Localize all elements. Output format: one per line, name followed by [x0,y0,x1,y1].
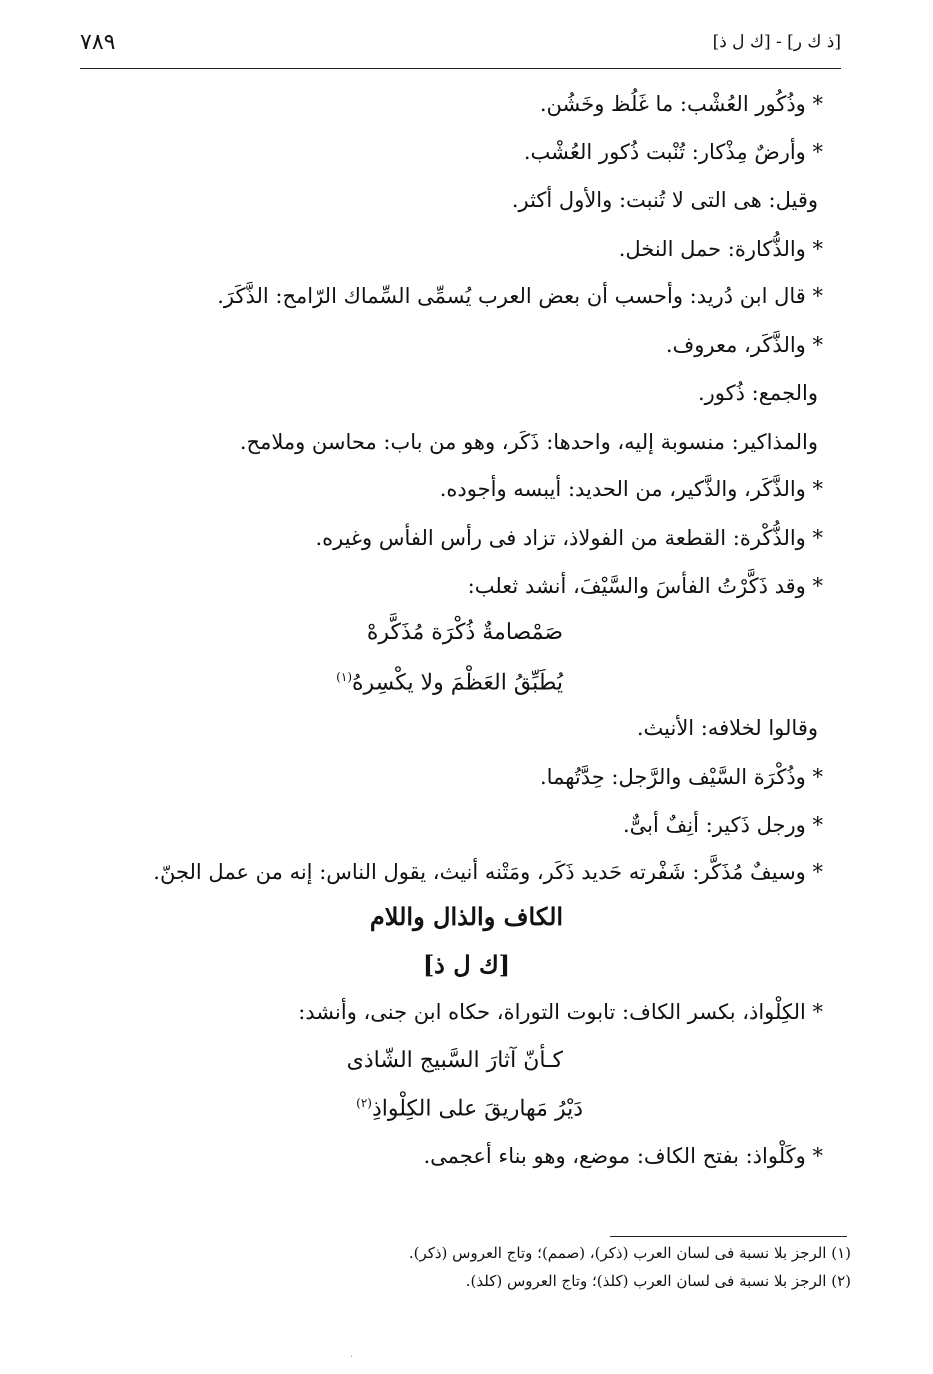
text-line: * ورجل ذَكير: أنِفٌ أبىٌّ. [623,813,823,837]
text-line: * قال ابن دُريد: وأحسب أن بعض العرب يُسمِّى السِّماك الرّامح: الذَّكَرَ. [217,284,823,308]
header-divider [80,68,841,69]
text-line: * وكَلْواذ: بفتح الكاف: موضع، وهو بناء أعجمى. [423,1144,823,1168]
footnote: (١) الرجز بلا نسبة فى لسان العرب (ذكر)، (صمم)؛ وتاج العروس (ذكر). [408,1244,851,1262]
text-line: * وقد ذَكَّرْتُ الفأسَ والسَّيْفَ، أنشد ثعلب: [467,574,823,598]
footnote: (٢) الرجز بلا نسبة فى لسان العرب (كلذ)؛ وتاج العروس (كلذ). [465,1272,851,1290]
footnote-divider [610,1236,847,1237]
text-line: والجمع: ذُكور. [697,381,818,405]
verse-line: صَمْصامةٌ ذُكْرَة مُذَكَّرهْ [366,620,563,645]
section-heading: الكاف والذال واللام [369,902,564,931]
verse-text: يُطَبِّقُ العَظْمَ ولا يكْسِرهُ [352,670,563,696]
text-line: * والذَّكَر، والذَّكير، من الحديد: أيبسه وأجوده. [439,477,823,501]
text-line: * والذُّكارة: حمل النخل. [618,237,823,261]
text-line: * وذُكْرَة السَّيْف والرَّجل: حِدَّتُهما. [540,765,823,789]
verse-line [336,670,563,695]
footnote-marker: (١) [336,670,352,684]
text-line: وقيل: هى التى لا تُنبت: والأول أكثر. [511,188,818,212]
page-number: ٧٨٩ [80,30,116,55]
text-line: والمذاكير: منسوبة إليه، واحدها: ذَكَر، وهو من باب: محاسن وملامح. [239,430,818,454]
text-line: * والذَّكَر، معروف. [665,333,823,357]
entry-root-heading: [ك ل ذ] [422,950,511,979]
text-line: وقالوا لخلافه: الأنيث. [636,716,818,740]
text-line: * والذُّكْرة: القطعة من الفولاذ، تزاد فى رأس الفأس وغيره. [315,526,823,550]
page-speck: · [350,1352,354,1363]
text-line: * الكِلْواذ، بكسر الكاف: تابوت التوراة، حكاه ابن جنى، وأنشد: [298,1000,823,1024]
running-header: [ذ ك ر] - [ك ل ذ] [712,32,841,52]
text-line: * وذُكُور العُشْب: ما غَلُظ وخَشُن. [539,92,823,116]
verse-text: دَيْرُ مَهاريقَ على الكِلْواذِ [371,1096,583,1122]
text-line: * وسيفٌ مُذَكَّر: شَفْرته حَديد ذَكَر، ومَتْنه أنيث، يقول الناس: إنه من عمل الجنّ. [153,860,823,884]
text-line: * وأرضٌ مِذْكار: تُنْبت ذُكور العُشْب. [523,140,823,164]
footnote-marker: (٢) [356,1096,372,1110]
verse-line [356,1096,583,1121]
verse-line: كـأنّ آثارَ السَّبيج الشّاذى [346,1048,563,1073]
